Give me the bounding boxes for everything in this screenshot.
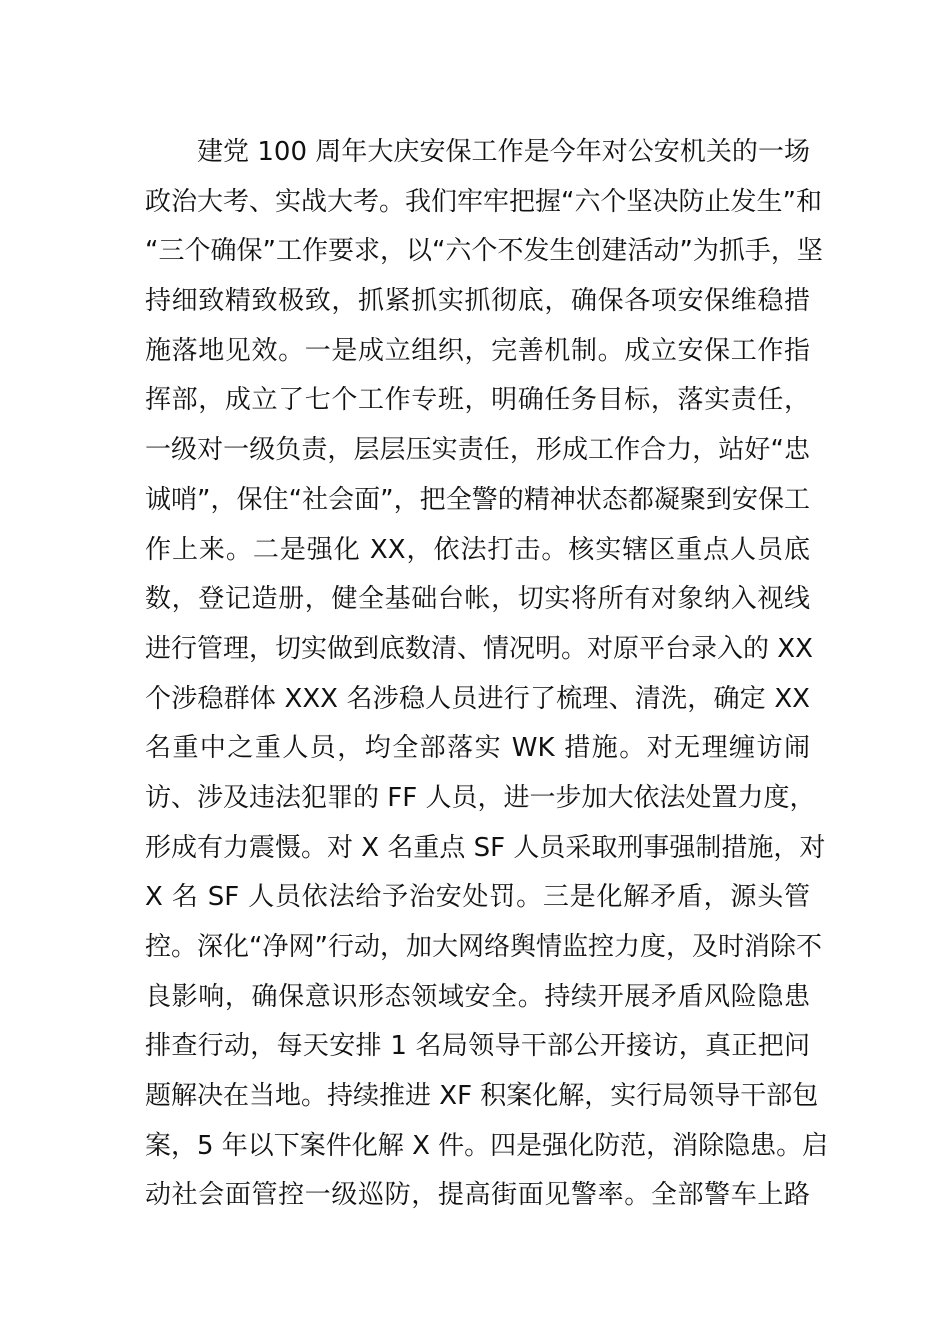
paragraph-line-15: 形成有力震慑。对 X 名重点 SF 人员采取刑事强制措施，对 (145, 832, 826, 863)
paragraph-line-1: 建党 100 周年大庆安保工作是今年对公安机关的一场 (197, 137, 810, 167)
paragraph-line-4: 持细致精致极致，抓紧抓实抓彻底，确保各项安保维稳措 (145, 286, 810, 317)
paragraph-line-2: 政治大考、实战大考。我们牢牢把握“六个坚决防止发生”和 (145, 186, 822, 217)
paragraph-line-10: 数，登记造册，健全基础台帐，切实将所有对象纳入视线 (145, 584, 810, 615)
paragraph-line-21: 案，5 年以下案件化解 X 件。四是强化防范，消除隐患。启 (145, 1130, 829, 1161)
paragraph-line-6: 挥部，成立了七个工作专班，明确任务目标，落实责任， (145, 385, 810, 416)
paragraph-line-17: 控。深化“净网”行动，加大网络舆情监控力度，及时消除不 (145, 932, 822, 962)
paragraph-line-7: 一级对一级负责，层层压实责任，形成工作合力，站好“忠 (145, 435, 810, 466)
paragraph-line-13: 名重中之重人员，均全部落实 WK 措施。对无理缠访闹 (145, 733, 810, 764)
paragraph-line-12: 个涉稳群体 XXX 名涉稳人员进行了梳理、清洗，确定 XX (145, 683, 810, 714)
paragraph-line-14: 访、涉及违法犯罪的 FF 人员，进一步加大依法处置力度， (145, 782, 816, 813)
paragraph-line-22: 动社会面管控一级巡防，提高街面见警率。全部警车上路 (145, 1180, 810, 1211)
paragraph-line-9: 作上来。二是强化 XX，依法打击。核实辖区重点人员底 (145, 534, 810, 565)
paragraph-line-8: 诚哨”，保住“社会面”，把全警的精神状态都凝聚到安保工 (145, 484, 810, 515)
paragraph-line-19: 排查行动，每天安排 1 名局领导干部公开接访，真正把问 (145, 1031, 810, 1062)
paragraph-line-16: X 名 SF 人员依法给予治安处罚。三是化解矛盾，源头管 (145, 882, 810, 913)
body-paragraph (145, 128, 829, 1221)
paragraph-line-11: 进行管理，切实做到底数清、情况明。对原平台录入的 XX (145, 633, 813, 664)
paragraph-line-18: 良影响，确保意识形态领域安全。持续开展矛盾风险隐患 (145, 981, 810, 1012)
paragraph-line-20: 题解决在当地。持续推进 XF 积案化解，实行局领导干部包 (145, 1081, 819, 1112)
paragraph-line-5: 施落地见效。一是成立组织，完善机制。成立安保工作指 (145, 335, 810, 366)
paragraph-line-3: “三个确保”工作要求，以“六个不发生创建活动”为抓手，坚 (145, 236, 823, 267)
